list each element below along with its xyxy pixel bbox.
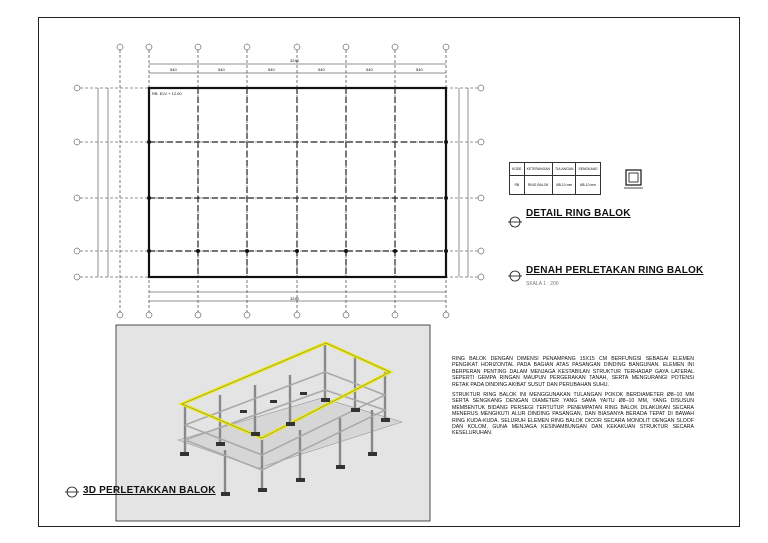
plan-scale: SKALA 1 : 200: [526, 281, 559, 287]
spec-rebar: Ø8-10 mm: [552, 176, 575, 195]
dim-span-2: 540: [218, 67, 225, 72]
title-plan: DENAH PERLETAKAN RING BALOK: [526, 265, 704, 276]
description: [452, 356, 694, 441]
spec-code: RB: [510, 176, 525, 195]
spec-desc: RING BALOK: [524, 176, 552, 195]
spec-header-desc: KETERANGAN: [524, 163, 552, 176]
beam-section-icon: [624, 170, 643, 188]
dim-bottom-total: 3240: [290, 296, 299, 301]
dim-span-3: 540: [268, 67, 275, 72]
dimension-lines: [98, 64, 468, 301]
spec-stirrup: Ø8-10 mm: [576, 176, 600, 195]
dim-top-total: 3240: [290, 58, 299, 63]
title-3d: 3D PERLETAKKAN BALOK: [83, 485, 216, 496]
spec-header-code: KODE: [510, 163, 525, 176]
title-detail: DETAIL RING BALOK: [526, 208, 631, 219]
grid-lines: [80, 50, 478, 312]
dim-span-1: 540: [170, 67, 177, 72]
description-paragraph-2: STRUKTUR RING BALOK INI MENGGUNAKAN TULANGAN POKOK BERDIAMETER Ø8–10 MM SERTA SENGKANG DENGAN DIAMETER YANG SAMA YAITU Ø8–10 MM, YANG DISUSUN MEMBENTUK BIDANG PERSEGI TERTUTUP. PENEMPATAN RING BALOK DILAKUKAN SECARA MENERUS MENGIKUTI ALUR DINDING PASANGAN, DAN BIASANYA BERADA TEPAT DI BAWAH RING KUDA-KUDA. SELURUH ELEMEN RING BALOK DICOR SECARA MONOLIT DENGAN SLOOF DAN KOLOM, GUNA MENJAGA KESINAMBUNGAN DAN KEKAKUAN STRUKTUR SECARA KESELURUHAN.: [452, 392, 694, 437]
description-paragraph-1: RING BALOK DENGAN DIMENSI PENAMPANG 15X15 CM BERFUNGSI SEBAGAI ELEMEN PENGIKAT HORIZONTAL PADA BAGIAN ATAS PASANGAN DINDING BANGUNAN. ELEMEN INI BERPERAN PENTING DALAM MENJAGA KESTABILAN STRUKTUR TERHADAP GAYA LATERAL SEPERTI GEMPA RINGAN MAUPUN PERGERAKAN TANAH, SERTA MENGURANGI POTENSI RETAK PADA DINDING AKIBAT SUSUT DAN PERUBAHAN SUHU.: [452, 356, 694, 388]
spec-table: [509, 162, 601, 195]
spec-header-stirrup: SENGKANG: [576, 163, 600, 176]
dim-span-5: 540: [366, 67, 373, 72]
dim-span-4: 540: [318, 67, 325, 72]
interior-beams: [149, 88, 446, 277]
dim-span-6: 540: [416, 67, 423, 72]
elevation-label: RB. ELV + 12.00: [152, 91, 182, 96]
spec-header-rebar: TULANGAN: [552, 163, 575, 176]
